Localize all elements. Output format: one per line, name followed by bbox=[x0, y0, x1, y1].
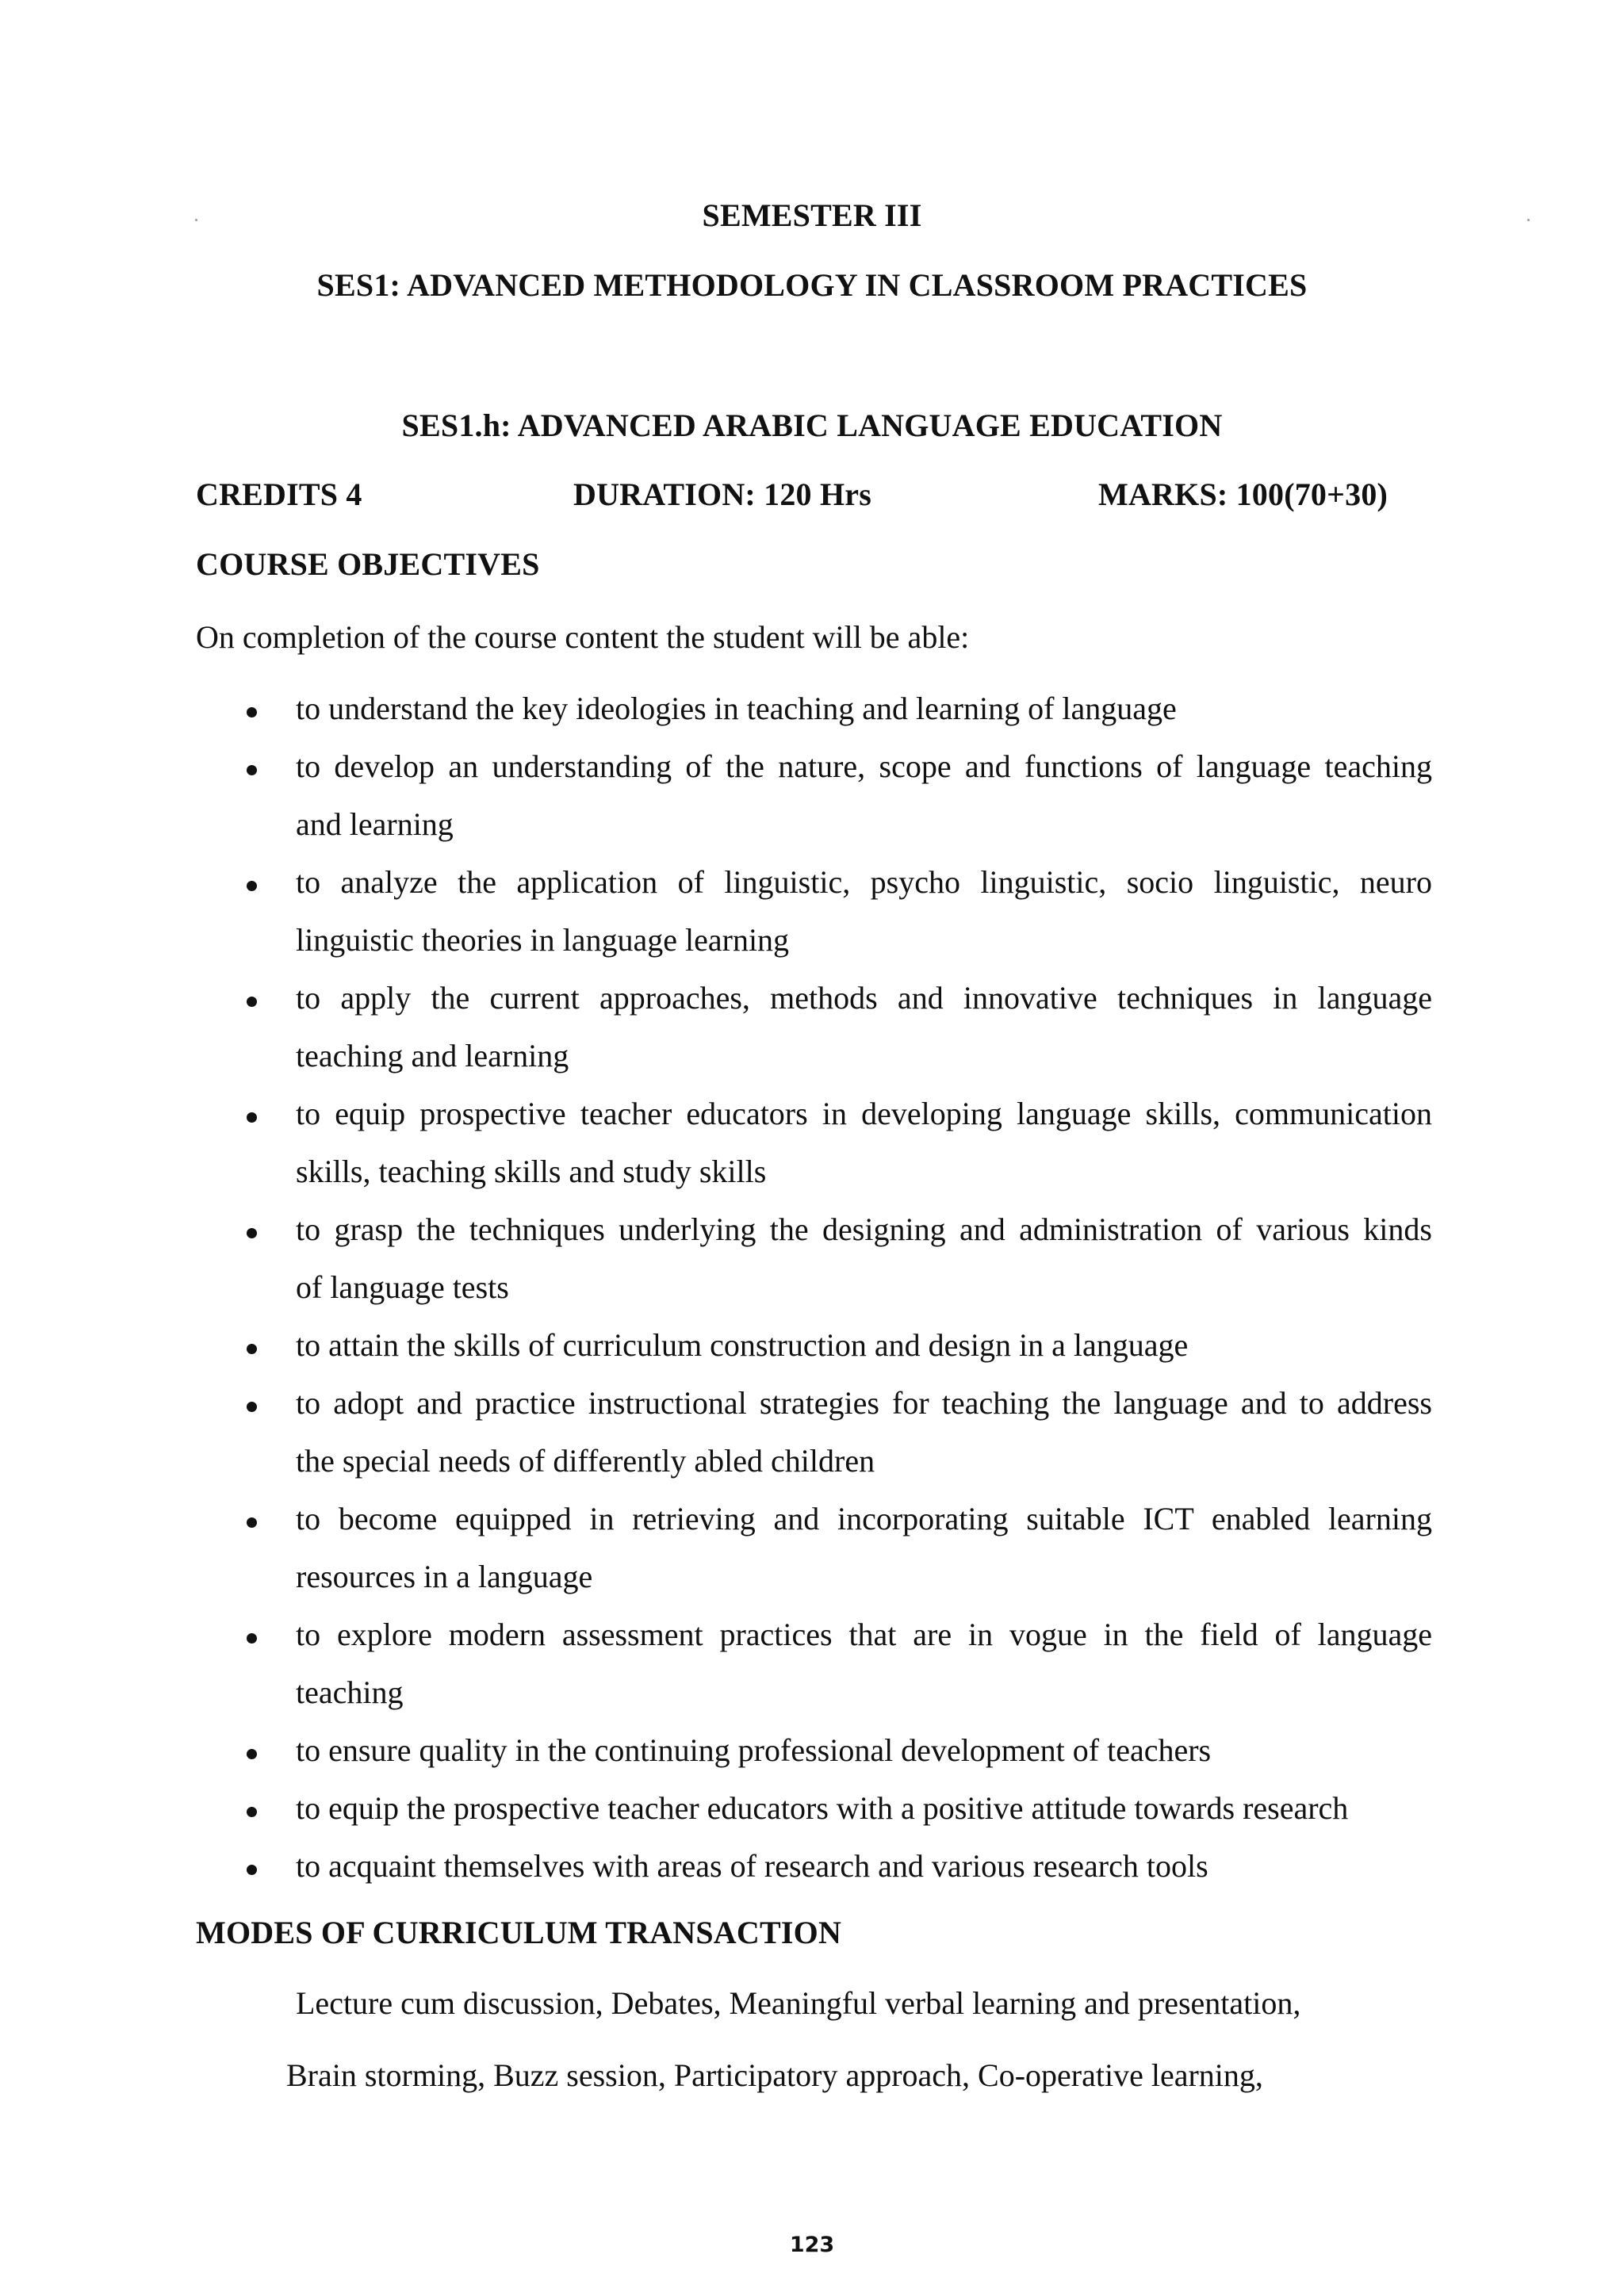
marks-label: MARKS: 100(70+30) bbox=[1098, 476, 1388, 512]
bullet-icon bbox=[247, 1344, 257, 1354]
objective-item-9-line-2: resources in a language bbox=[296, 1559, 593, 1594]
bullet-icon bbox=[247, 1112, 257, 1123]
curriculum-transaction-heading: MODES OF CURRICULUM TRANSACTION bbox=[196, 1915, 842, 1950]
bullet-icon bbox=[247, 1807, 257, 1817]
objective-item-13-line-1: to acquaint themselves with areas of research and various research tools bbox=[296, 1848, 1208, 1884]
objective-item-5-line-2: skills, teaching skills and study skills bbox=[296, 1154, 767, 1189]
bullet-icon bbox=[247, 1517, 257, 1528]
objective-item-4-line-1: to apply the current approaches, methods and innovative techniques in language bbox=[296, 980, 1432, 1016]
objective-item-5-line-1: to equip prospective teacher educators in developing language skills, communication bbox=[296, 1096, 1432, 1131]
objective-item-10-line-1: to explore modern assessment practices that are in vogue in the field of language bbox=[296, 1617, 1432, 1652]
objective-item-12-line-1: to equip the prospective teacher educators with a positive attitude towards research bbox=[296, 1790, 1349, 1826]
bullet-icon bbox=[247, 997, 257, 1007]
bullet-icon bbox=[247, 1749, 257, 1759]
bullet-icon bbox=[247, 1228, 257, 1238]
objective-item-1-line-1: to understand the key ideologies in teaching and learning of language bbox=[296, 691, 1177, 726]
objectives-intro: On completion of the course content the student will be able: bbox=[196, 619, 970, 655]
bullet-icon bbox=[247, 1402, 257, 1412]
objective-item-2-line-2: and learning bbox=[296, 806, 454, 842]
objective-item-10-line-2: teaching bbox=[296, 1674, 404, 1710]
bullet-icon bbox=[247, 1865, 257, 1875]
objective-item-4-line-2: teaching and learning bbox=[296, 1038, 569, 1073]
bullet-icon bbox=[247, 765, 257, 775]
objective-item-2-line-1: to develop an understanding of the nature, scope and functions of language teaching bbox=[296, 748, 1432, 784]
course-group-heading: SES1: ADVANCED METHODOLOGY IN CLASSROOM PRACTICES bbox=[316, 267, 1308, 303]
bullet-icon bbox=[247, 1633, 257, 1644]
objective-item-6-line-1: to grasp the techniques underlying the designing and administration of various kinds bbox=[296, 1211, 1432, 1247]
transaction-line-2: Brain storming, Buzz session, Participatory approach, Co-operative learning, bbox=[286, 2057, 1263, 2093]
objective-item-8-line-1: to adopt and practice instructional strategies for teaching the language and to address bbox=[296, 1385, 1432, 1421]
objective-item-8-line-2: the special needs of differently abled children bbox=[296, 1443, 875, 1479]
course-title-heading: SES1.h: ADVANCED ARABIC LANGUAGE EDUCATION bbox=[401, 408, 1223, 443]
objective-item-3-line-1: to analyze the application of linguistic, psycho linguistic, socio linguistic, neuro bbox=[296, 864, 1432, 900]
semester-heading: SEMESTER III bbox=[702, 197, 922, 233]
transaction-line-1: Lecture cum discussion, Debates, Meaningful verbal learning and presentation, bbox=[296, 1985, 1301, 2021]
duration-label: DURATION: 120 Hrs bbox=[573, 476, 871, 512]
credits-label: CREDITS 4 bbox=[196, 476, 362, 512]
bullet-icon bbox=[247, 707, 257, 718]
course-objectives-heading: COURSE OBJECTIVES bbox=[196, 546, 540, 582]
page-number: 123 bbox=[789, 2233, 835, 2257]
objective-item-11-line-1: to ensure quality in the continuing professional development of teachers bbox=[296, 1732, 1212, 1768]
bullet-icon bbox=[247, 881, 257, 891]
objective-item-7-line-1: to attain the skills of curriculum construction and design in a language bbox=[296, 1327, 1189, 1363]
objective-item-3-line-2: linguistic theories in language learning bbox=[296, 922, 790, 958]
objective-item-9-line-1: to become equipped in retrieving and incorporating suitable ICT enabled learning bbox=[296, 1501, 1432, 1536]
objective-item-6-line-2: of language tests bbox=[296, 1269, 509, 1305]
